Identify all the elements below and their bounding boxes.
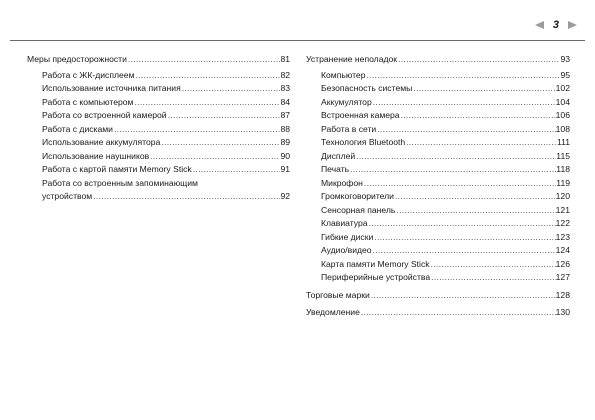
toc-leader-dots (365, 69, 560, 83)
toc-entry-label: Карта памяти Memory Stick (321, 258, 430, 269)
toc-entry-second-line (42, 190, 290, 204)
toc-entry[interactable] (27, 96, 290, 110)
toc-entry[interactable] (306, 150, 570, 164)
toc-entry-label: Гибкие диски (321, 231, 374, 242)
toc-leader-dots (167, 109, 281, 123)
toc-entry-label: Работа с ЖК-дисплеем (42, 69, 135, 80)
toc-entry-page: 82 (280, 69, 290, 80)
toc-leader-dots (363, 177, 556, 191)
toc-entry-label: Уведомление (306, 307, 360, 318)
toc-entry-label: Торговые марки (306, 289, 370, 300)
toc-entry[interactable] (306, 289, 570, 303)
toc-entry[interactable] (306, 123, 570, 137)
toc-entry-label: Работа со встроенным запоминающим (42, 177, 198, 188)
toc-entry-label: Громкоговорители (321, 191, 394, 202)
toc-leader-dots (127, 53, 281, 67)
toc-entry[interactable] (27, 123, 290, 137)
toc-entry-page: 124 (555, 245, 570, 256)
toc-entry-page: 91 (280, 164, 290, 175)
toc-entry-page: 130 (555, 307, 570, 318)
toc-entry-label: Компьютер (321, 69, 366, 80)
toc-leader-dots (160, 136, 280, 150)
triangle-left-icon[interactable] (535, 21, 544, 29)
toc-entry[interactable] (306, 190, 570, 204)
toc-entry-page: 90 (280, 150, 290, 161)
toc-entry-label: Меры предосторожности (27, 54, 127, 64)
toc-entry-label: Встроенная камера (321, 110, 400, 121)
toc-entry[interactable] (306, 244, 570, 258)
toc-leader-dots (370, 289, 556, 303)
toc-entry[interactable] (306, 109, 570, 123)
toc-entry[interactable] (306, 258, 570, 272)
toc-entry-label: Аккумулятор (321, 96, 372, 107)
toc-entry-page: 115 (556, 150, 570, 161)
toc-entry-page: 120 (555, 191, 570, 202)
toc-leader-dots (149, 150, 280, 164)
toc-entry-page: 84 (280, 96, 290, 107)
toc-leader-dots (113, 123, 280, 137)
toc-leader-dots (400, 109, 556, 123)
toc-leader-dots (397, 53, 560, 67)
toc-entry-page: 104 (555, 96, 570, 107)
toc-entry-page: 93 (560, 54, 570, 64)
toc-leader-dots (430, 271, 556, 285)
toc-entry-page: 127 (555, 272, 570, 283)
toc-leader-dots (192, 163, 281, 177)
toc-leader-dots (373, 231, 555, 245)
toc-entry-page: 121 (555, 204, 570, 215)
toc-entry[interactable] (27, 109, 290, 123)
toc-entry[interactable] (306, 69, 570, 83)
toc-entry-page: 119 (556, 177, 570, 188)
toc-entry-label: Безопасность системы (321, 83, 413, 94)
toc-entry-label: Технология Bluetooth (321, 137, 406, 148)
toc-entry-label: Работа с дисками (42, 123, 113, 134)
toc-entry[interactable] (306, 204, 570, 218)
toc-entry-page: 128 (555, 289, 570, 300)
header-divider (10, 40, 585, 41)
toc-entry-page: 81 (280, 54, 290, 64)
toc-entry-page: 122 (555, 218, 570, 229)
toc-entry[interactable] (306, 82, 570, 96)
toc-entry-label: Дисплей (321, 150, 356, 161)
toc-entry-page: 92 (280, 191, 290, 202)
toc-left-column (27, 53, 290, 204)
toc-leader-dots (368, 217, 556, 231)
toc-leader-dots (349, 163, 556, 177)
toc-entry[interactable] (306, 306, 570, 320)
toc-leader-dots (395, 204, 555, 218)
toc-entry[interactable] (27, 150, 290, 164)
toc-entry-label: Сенсорная панель (321, 204, 396, 215)
toc-entry-label: Использование аккумулятора (42, 137, 161, 148)
toc-entry-label: Клавиатура (321, 218, 368, 229)
triangle-right-icon[interactable] (568, 21, 577, 29)
toc-entry-page: 123 (555, 231, 570, 242)
toc-entry-page: 108 (555, 123, 570, 134)
toc-leader-dots (134, 69, 280, 83)
toc-leader-dots (355, 150, 556, 164)
toc-entry-label: Устранение неполадок (306, 54, 398, 64)
toc-entry-label: Работа с компьютером (42, 96, 134, 107)
toc-entry[interactable] (27, 82, 290, 96)
page-number: 3 (552, 19, 559, 31)
toc-entry[interactable] (27, 136, 290, 150)
toc-leader-dots (360, 306, 556, 320)
page-header (0, 0, 595, 42)
toc-leader-dots (372, 244, 556, 258)
toc-leader-dots (92, 190, 280, 204)
toc-entry-label: Микрофон (321, 177, 363, 188)
toc-entry[interactable] (27, 177, 290, 204)
toc-entry-page: 83 (280, 83, 290, 94)
toc-entry[interactable] (27, 53, 290, 67)
toc-entry-label: Использование наушников (42, 150, 150, 161)
toc-leader-dots (181, 82, 281, 96)
toc-entry-page: 95 (560, 69, 570, 80)
toc-entry-label: Работа со встроенной камерой (42, 110, 167, 121)
toc-leader-dots (430, 258, 556, 272)
page-navigation (535, 19, 577, 31)
toc-entry-page: 126 (555, 258, 570, 269)
toc-entry-page: 87 (280, 110, 290, 121)
toc-entry-page: 89 (280, 137, 290, 148)
toc-entry-page: 111 (556, 137, 570, 148)
toc-leader-dots (376, 123, 555, 137)
toc-entry[interactable] (306, 177, 570, 191)
toc-entry-page: 118 (556, 164, 570, 175)
toc-entry-label: Периферийные устройства (321, 272, 431, 283)
toc-entry[interactable] (306, 96, 570, 110)
toc-entry[interactable] (306, 163, 570, 177)
toc-leader-dots (412, 82, 555, 96)
toc-entry-label: Работа с картой памяти Memory Stick (42, 164, 192, 175)
toc-leader-dots (372, 96, 556, 110)
toc-entry[interactable] (27, 163, 290, 177)
toc-entry[interactable] (306, 217, 570, 231)
toc-entry[interactable] (306, 53, 570, 67)
toc-entry-label: Работа в сети (321, 123, 377, 134)
toc-entry-page: 102 (555, 83, 570, 94)
toc-entry-page: 106 (555, 110, 570, 121)
toc-entry[interactable] (306, 136, 570, 150)
toc-leader-dots (405, 136, 557, 150)
toc-entry[interactable] (27, 69, 290, 83)
toc-entry-label-continued: устройством (42, 191, 93, 202)
toc-entry-label: Печать (321, 164, 350, 175)
toc-entry-label: Использование источника питания (42, 83, 181, 94)
toc-entry[interactable] (306, 271, 570, 285)
toc-leader-dots (394, 190, 556, 204)
toc-leader-dots (133, 96, 280, 110)
toc-entry-page: 88 (280, 123, 290, 134)
toc-entry[interactable] (306, 231, 570, 245)
toc-entry-label: Аудио/видео (321, 245, 372, 256)
toc-right-column (306, 53, 570, 320)
